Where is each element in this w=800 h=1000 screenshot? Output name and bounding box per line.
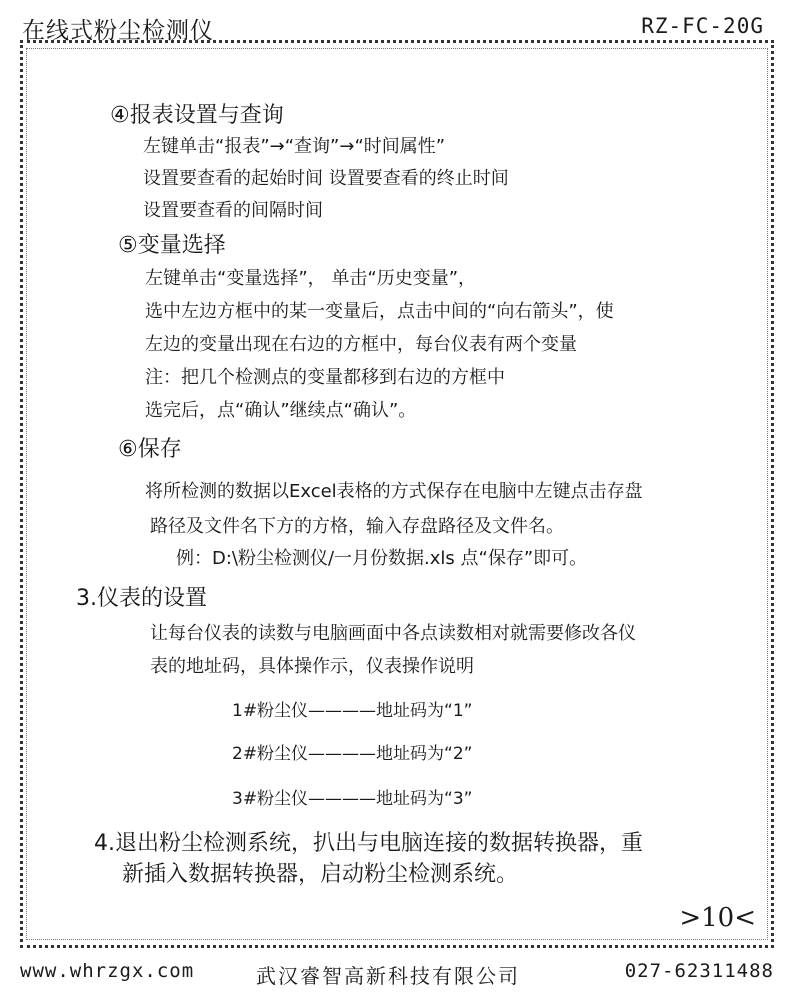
section6-line-2: 路径及文件名下方的方格，输入存盘路径及文件名。 [150, 516, 564, 537]
section3-line-1: 让每台仪表的读数与电脑画面中各点读数相对就需要修改各仪 [150, 623, 636, 644]
section4-line-3: 设置要查看的间隔时间 [143, 200, 323, 221]
section5-heading: ⑤变量选择 [118, 233, 226, 258]
footer-company: 武汉睿智高新科技有限公司 [256, 964, 520, 988]
section4-line-2: 设置要查看的起始时间 设置要查看的终止时间 [143, 168, 509, 189]
section5-line-1: 左键单击“变量选择”， 单击“历史变量”， [145, 268, 477, 289]
section6-heading: ⑥保存 [118, 437, 182, 462]
section4-line-1: 左键单击“报表”→“查询”→“时间属性” [143, 136, 446, 157]
section5-line-3: 左边的变量出现在右边的方框中，每台仪表有两个变量 [145, 334, 577, 355]
section4b-line-2: 新插入数据转换器，启动粉尘检测系统。 [122, 862, 519, 887]
document-title: 在线式粉尘检测仪 [22, 18, 214, 44]
section5-line-4: 注：把几个检测点的变量都移到右边的方框中 [145, 367, 505, 388]
section4-heading: ④报表设置与查询 [110, 103, 284, 128]
address-item-3: 3#粉尘仪————地址码为“3” [232, 789, 473, 809]
footer-website: www.whrzgx.com [20, 960, 195, 982]
footer-phone: 027-62311488 [624, 960, 774, 982]
section3-heading: 3.仪表的设置 [76, 586, 207, 611]
model-number: RZ-FC-20G [641, 14, 764, 38]
address-item-2: 2#粉尘仪————地址码为“2” [232, 744, 473, 764]
section3-line-2: 表的地址码，具体操作示，仪表操作说明 [150, 656, 474, 677]
address-item-1: 1#粉尘仪————地址码为“1” [232, 701, 473, 721]
section5-line-5: 选完后，点“确认”继续点“确认”。 [145, 400, 417, 421]
section4b-line-1: 4.退出粉尘检测系统，扒出与电脑连接的数据转换器，重 [94, 831, 643, 856]
section6-line-1: 将所检测的数据以Excel表格的方式保存在电脑中左键点击存盘 [145, 481, 643, 502]
section5-line-2: 选中左边方框中的某一变量后，点击中间的“向右箭头”，使 [145, 301, 614, 322]
page-number: >10< [679, 903, 756, 933]
section6-example: 例：D:\粉尘检测仪/一月份数据.xls 点“保存”即可。 [176, 548, 588, 569]
